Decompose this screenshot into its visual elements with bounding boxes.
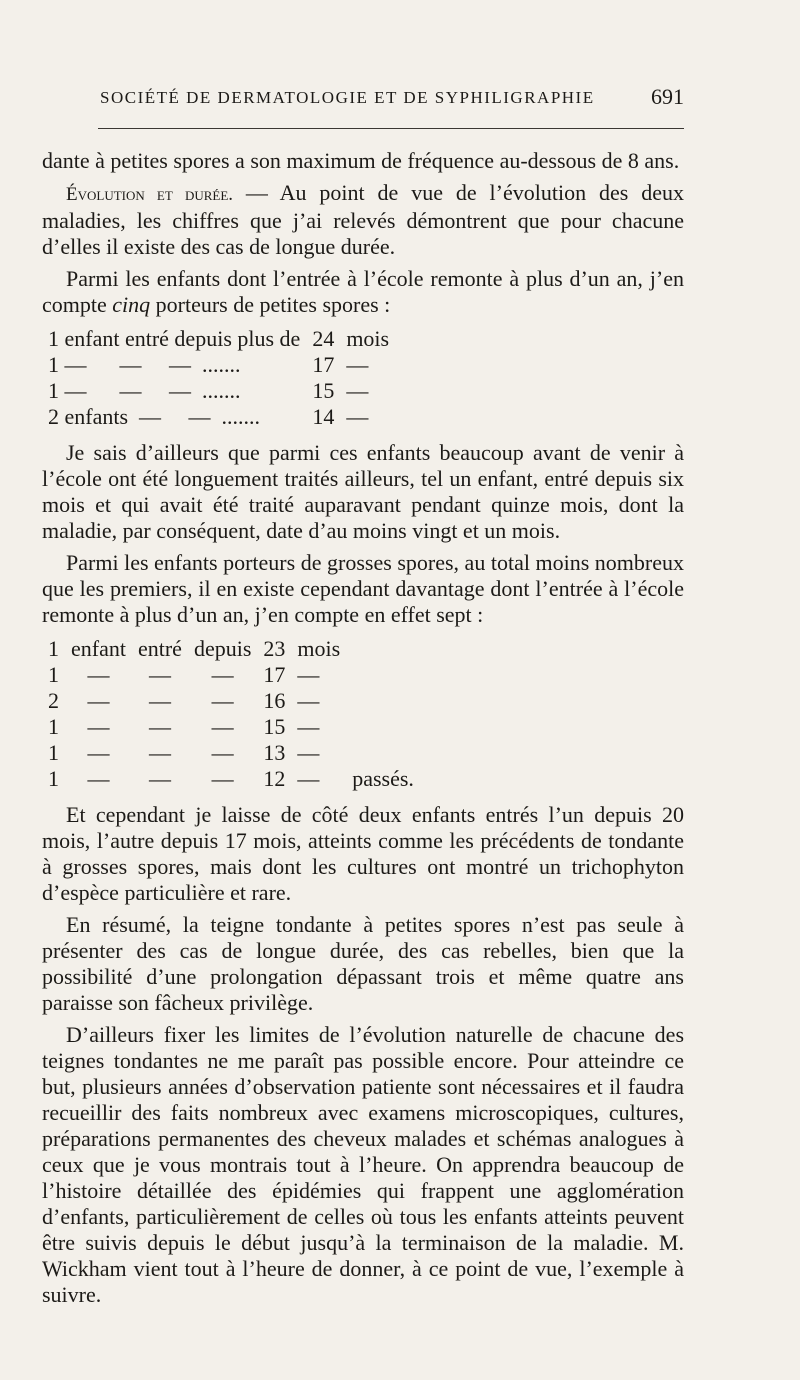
table-cell [346,714,420,740]
paragraph-2 [42,180,684,260]
large-spores-table [42,636,420,792]
table-cell: — [297,714,320,739]
section-heading: Évolution et durée. [66,184,234,205]
table-row [42,714,420,740]
table-cell: passés. [352,766,414,791]
table-row [42,740,420,766]
table-cell: 12 [263,766,286,791]
table-cell: 13 [263,740,286,765]
table-cell: mois [346,326,390,351]
table-row [42,404,395,430]
small-spores-table [42,326,395,430]
paragraph-1: dante à petites spores a son maximum de fréquence au-dessous de 8 ans. [42,148,680,173]
table-row [42,352,395,378]
table-row [42,326,395,352]
page-number: 691 [651,84,684,109]
table-cell: 1 [48,766,59,791]
body-text [42,148,684,1314]
table-cell: 14 [312,404,335,429]
table-cell: — [87,766,110,791]
table-cell: — [148,740,171,765]
table-cell: 2 [48,688,59,713]
paragraph-2-text: — Au point de vue de l’évolution des deux maladies, les chiffres que j’ai relevés démontrent que pour chacune d’elles il existe des cas de longue durée. [42,180,684,259]
table-cell: mois [297,636,341,661]
running-title: SOCIÉTÉ DE DERMATOLOGIE ET DE SYPHILIGRAPHIE [100,88,595,107]
table-cell: 1 [48,636,59,661]
table-cell: — [87,662,110,687]
table-cell: 15 [263,714,286,739]
table-cell [346,636,420,662]
table-cell: — [211,714,234,739]
table-cell: enfant [71,636,126,661]
table-cell: — [87,714,110,739]
table-cell: — [148,688,171,713]
table-cell: 23 [263,636,286,661]
table-cell: — [346,404,369,429]
table-cell [346,662,420,688]
table-cell: — [87,740,110,765]
table-cell: 2 enfants — — ....... [48,404,261,429]
table-row [42,378,395,404]
paragraph-7: En résumé, la teigne tondante à petites spores n’est pas seule à présenter des cas de longue durée, des cas rebelles, bien que la possibilité d’une prolongation dépassant trois et même quatre ans paraisse son fâcheux privilège. [42,912,684,1015]
table-cell: depuis [193,636,252,661]
table-cell: 24 [312,326,335,351]
paragraph-8: D’ailleurs fixer les limites de l’évolution naturelle de chacune des teignes tondantes ne me paraît pas possible encore. Pour atteindre ce but, plusieurs années d’observation patiente sont nécessaires et il faudra recueillir des faits nombreux avec examens microscopiques, cultures, préparations permanentes des cheveux malades et schémas analogues à ceux que je vous montrais tout à l’heure. On apprendra beaucoup de l’histoire détaillée des épidémies qui frappent une agglomération d’enfants, particulièrement de celles où tous les enfants atteints peuvent être suivis depuis le début jusqu’à la terminaison de la maladie. M. Wickham vient tout à l’heure de donner, à ce point de vue, l’exemple à suivre. [42,1022,684,1307]
table-cell: 15 [312,378,335,403]
paragraph-3-italic: cinq [112,292,151,317]
table-cell: 1 [48,714,59,739]
paragraph-5: Parmi les enfants porteurs de grosses spores, au total moins nombreux que les premiers, il en existe cependant davantage dont l’entrée à l’école remonte à plus d’un an, j’en compte en effet sept : [42,550,684,627]
table-cell: — [148,714,171,739]
header-rule [98,128,684,129]
table-cell: — [211,688,234,713]
table-row [42,636,420,662]
table-row [42,662,420,688]
table-cell: — [148,766,171,791]
table-cell: 1 — — — ....... [48,378,241,403]
paragraph-3-text-b: porteurs de petites spores : [150,292,391,317]
paragraph-3-text-a: Parmi les enfants dont l’entrée à l’école remonte à plus d’un an, j’en compte [42,266,684,317]
table-cell: — [346,378,369,403]
table-row [42,766,420,792]
paragraph-4: Je sais d’ailleurs que parmi ces enfants beaucoup avant de venir à l’école ont été longuement traités ailleurs, tel un enfant, entré depuis six mois et qui avait été traité auparavant pendant quinze mois, dont la maladie, par conséquent, date d’au moins vingt et un mois. [42,440,684,543]
table-cell: — [87,688,110,713]
table-cell: 17 [263,662,286,687]
table-cell: — [148,662,171,687]
table-cell: 17 [312,352,335,377]
running-header [100,84,684,109]
table-cell: 1 [48,662,59,687]
table-cell: — [297,740,320,765]
table-row [42,688,420,714]
table-cell: 1 — — — ....... [48,352,241,377]
table-cell: 1 [48,740,59,765]
table-cell: — [211,662,234,687]
table-cell [346,688,420,714]
table-cell: — [297,766,320,791]
table-cell: — [297,662,320,687]
table-cell: — [297,688,320,713]
table-cell: — [211,740,234,765]
table-cell: — [211,766,234,791]
table-cell: 16 [263,688,286,713]
paragraph-6: Et cependant je laisse de côté deux enfants entrés l’un depuis 20 mois, l’autre depuis 17 mois, atteints comme les précédents de tondante à grosses spores, mais dont les cultures ont montré un trichophyton d’espèce particulière et rare. [42,802,684,905]
table-cell: — [346,352,369,377]
paragraph-3 [42,266,684,318]
table-cell: 1 enfant entré depuis plus de [48,326,301,351]
table-cell [346,740,420,766]
table-cell: entré [137,636,182,661]
